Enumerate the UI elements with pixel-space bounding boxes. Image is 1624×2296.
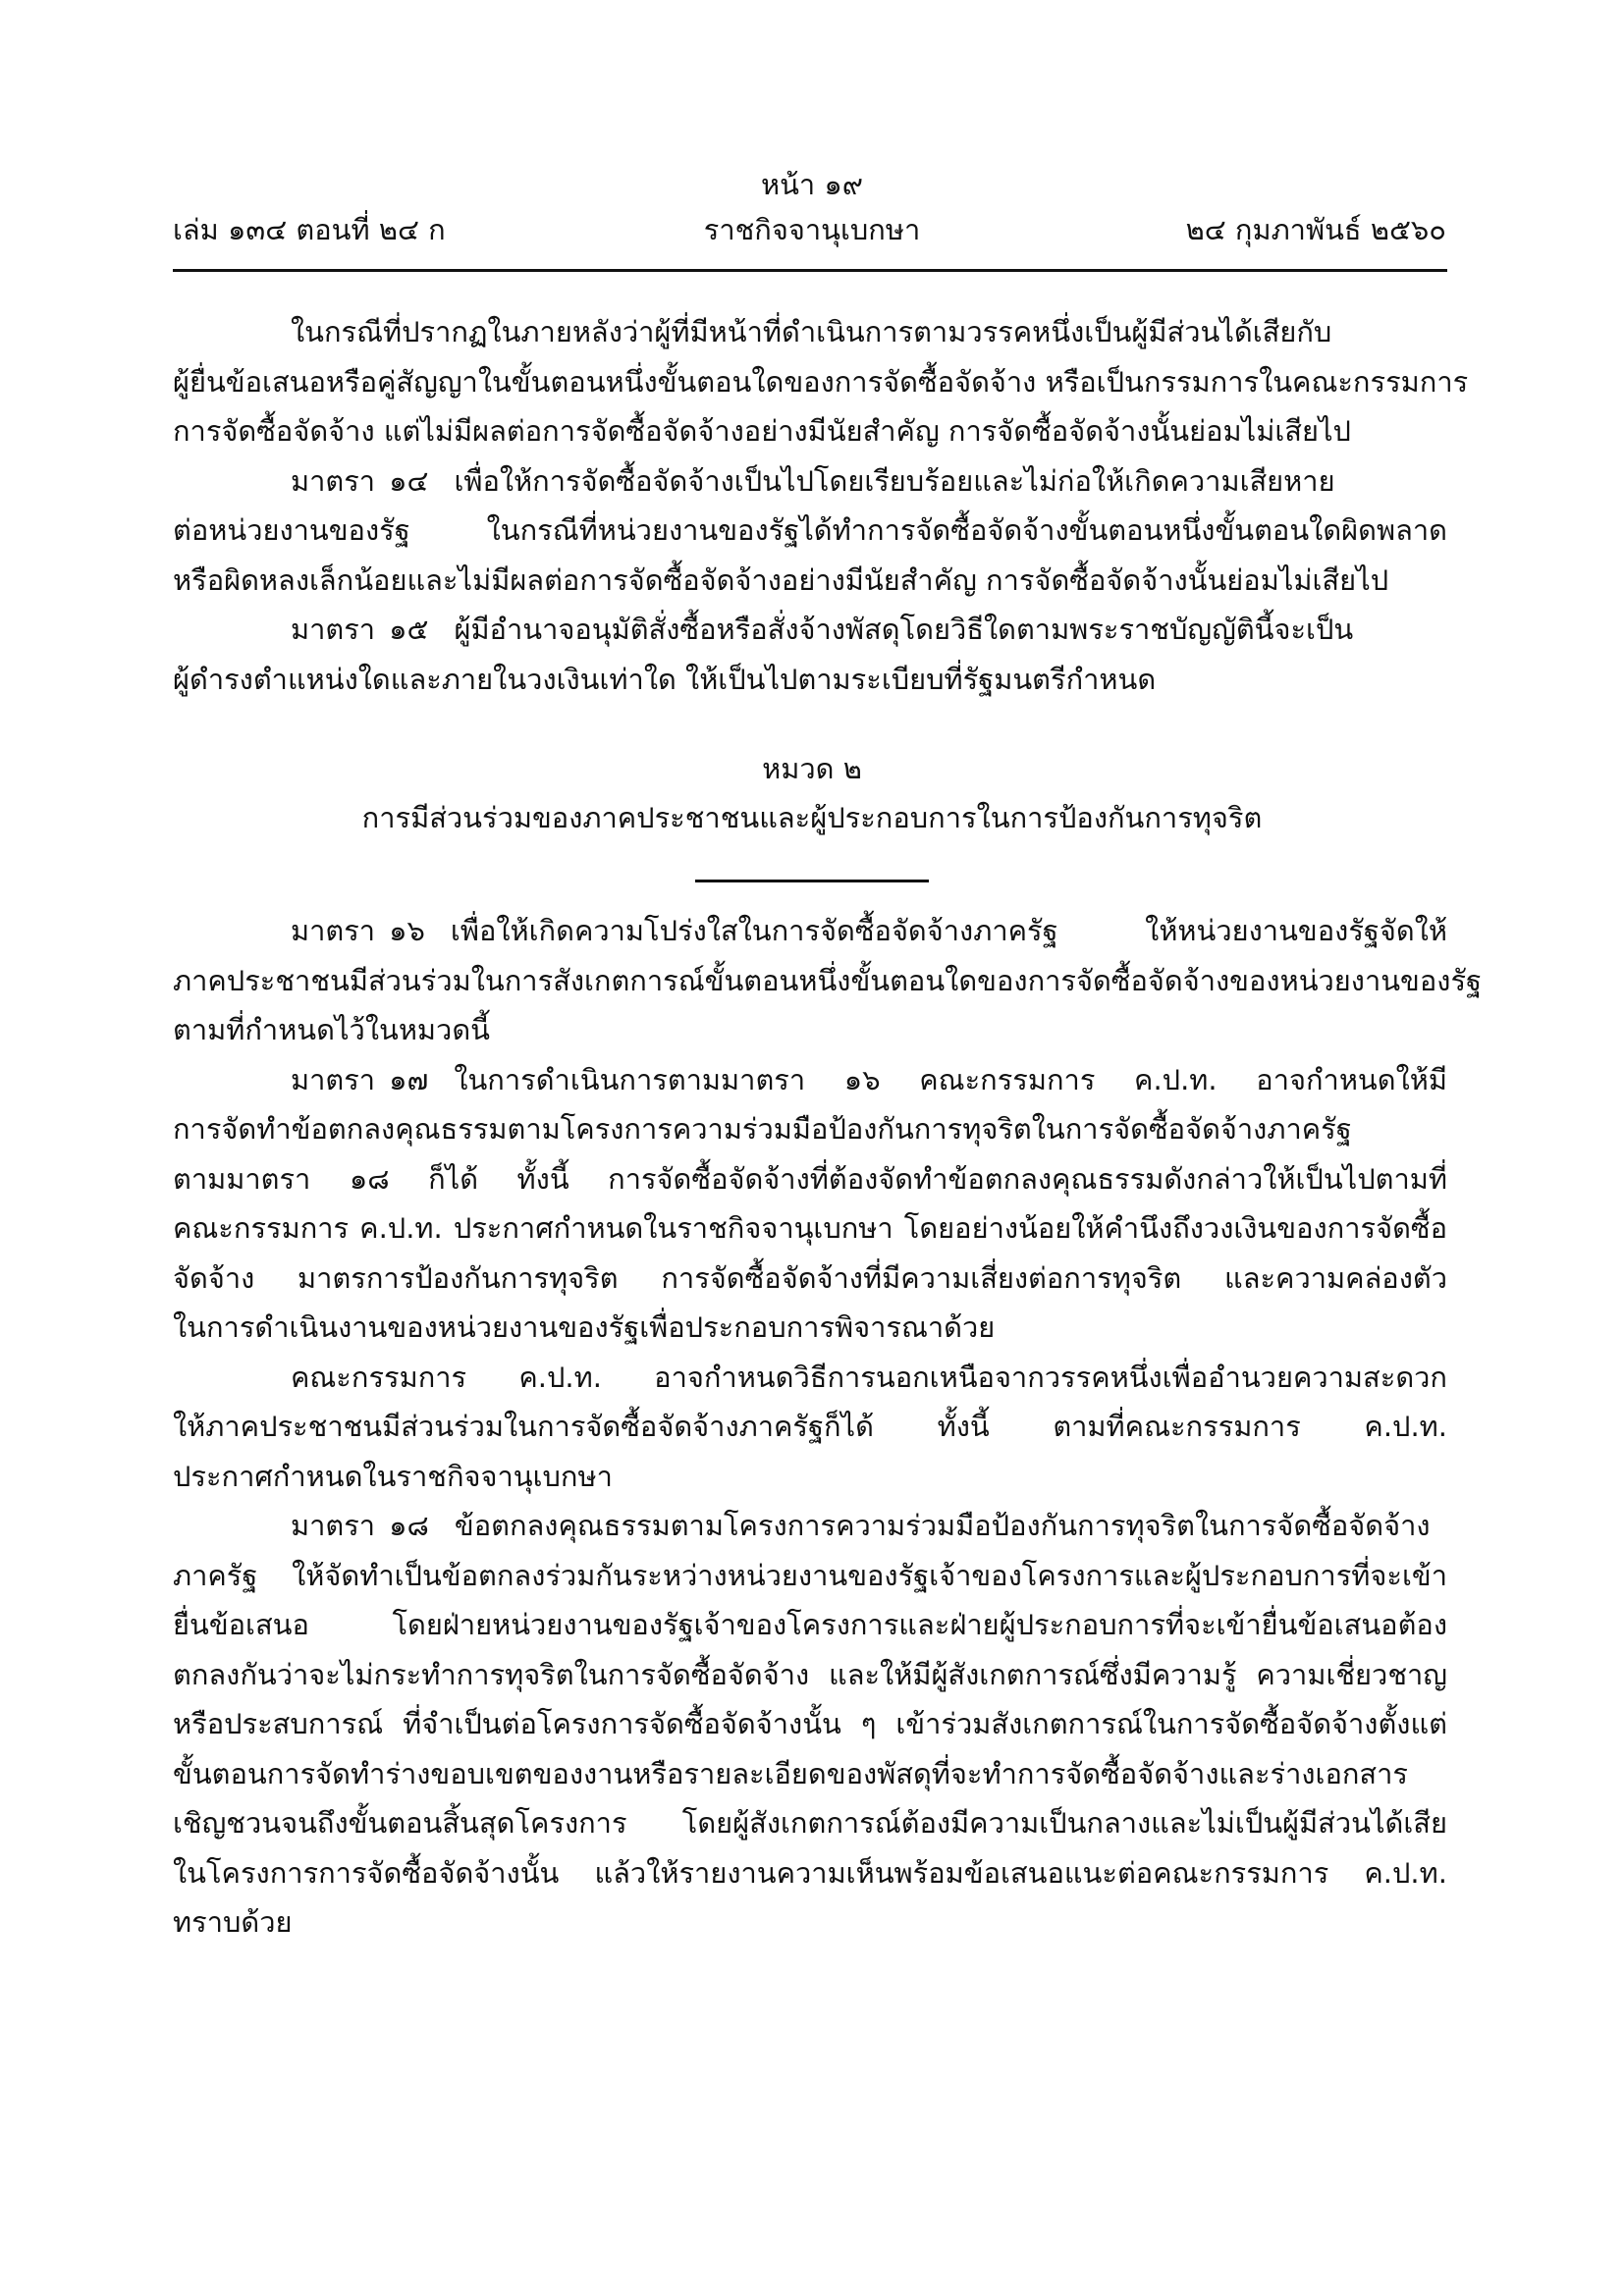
- body-text-bottom: [173, 908, 1483, 1949]
- chapter-label: หมวด ๒: [762, 752, 862, 785]
- line-text: ยื่นข้อเสนอ โดยฝ่ายหน่วยงานของรัฐเจ้าของโครงการและฝ่ายผู้ประกอบการที่จะเข้ายื่นข้อเสนอต้อง: [173, 1608, 1447, 1641]
- text-line: [173, 359, 1469, 409]
- line-text: ภาคประชาชนมีส่วนร่วมในการสังเกตการณ์ขั้นตอนหนึ่งขั้นตอนใดของการจัดซื้อจัดจ้างของหน่วยงานของรัฐ: [173, 963, 1483, 997]
- line-text: การจัดทำข้อตกลงคุณธรรมตามโครงการความร่วมมือป้องกันการทุจริตในการจัดซื้อจัดจ้างภาครัฐ: [173, 1112, 1352, 1146]
- text-line: [173, 1553, 1447, 1603]
- text-line: [173, 1850, 1447, 1900]
- text-line: [173, 1602, 1447, 1652]
- text-line: [173, 1751, 1447, 1801]
- line-text: ให้ภาคประชาชนมีส่วนร่วมในการจัดซื้อจัดจ้างภาครัฐก็ได้ ทั้งนี้ ตามที่คณะกรรมการ ค.ป.ท.: [173, 1410, 1447, 1443]
- section-label: มาตรา: [291, 1509, 376, 1542]
- paragraph: [173, 309, 1469, 458]
- section-paragraph: [173, 908, 1483, 1057]
- line-text: ในโครงการการจัดซื้อจัดจ้างนั้น แล้วให้รายงานความเห็นพร้อมข้อเสนอแนะต่อคณะกรรมการ ค.ป.ท.: [173, 1855, 1447, 1890]
- text-line: [173, 1454, 1447, 1504]
- chapter-divider: [695, 880, 929, 882]
- text-line: [173, 1800, 1447, 1850]
- volume-issue: เล่ม ๑๓๔ ตอนที่ ๒๔ ก: [173, 213, 446, 246]
- line-text: จัดจ้าง มาตรการป้องกันการทุจริต การจัดซื้อจัดจ้างที่มีความเสี่ยงต่อการทุจริต และความคล่องตัว: [173, 1260, 1447, 1295]
- line-text: ในการดำเนินการตามมาตรา ๑๖ คณะกรรมการ ค.ป.ท. อาจกำหนดให้มี: [454, 1062, 1447, 1096]
- body-text-top: [173, 309, 1469, 706]
- text-line: [173, 458, 1447, 508]
- page-number: หน้า ๑๙: [760, 168, 864, 201]
- line-text: ตกลงกันว่าจะไม่กระทำการทุจริตในการจัดซื้อจัดจ้าง และให้มีผู้สังเกตการณ์ซึ่งมีความรู้ ความเชี่ยวชาญ: [173, 1657, 1447, 1691]
- text-line: [173, 1205, 1447, 1255]
- text-line: [173, 1899, 1447, 1949]
- text-line: [173, 309, 1447, 359]
- text-line: [173, 1305, 1447, 1355]
- text-line: [173, 408, 1447, 458]
- line-text: ผู้มีอำนาจอนุมัติสั่งซื้อหรือสั่งจ้างพัสดุโดยวิธีใดตามพระราชบัญญัตินี้จะเป็น: [454, 613, 1354, 646]
- line-text: ภาครัฐ ให้จัดทำเป็นข้อตกลงร่วมกันระหว่างหน่วยงานของรัฐเจ้าของโครงการและผู้ประกอบการที่จะเข้า: [173, 1558, 1447, 1592]
- section-number: ๑๔: [389, 463, 429, 498]
- line-text: หรือประสบการณ์ ที่จำเป็นต่อโครงการจัดซื้อจัดจ้างนั้น ๆ เข้าร่วมสังเกตการณ์ในการจัดซื้อจัดจ้างตั้งแต่: [173, 1707, 1447, 1740]
- text-line: [173, 657, 1447, 707]
- line-text: ผู้ยื่นข้อเสนอหรือคู่สัญญาในขั้นตอนหนึ่งขั้นตอนใดของการจัดซื้อจัดจ้าง หรือเป็นกรรมการในคณะกรรมการ: [173, 364, 1469, 399]
- publication-date: ๒๔ กุมภาพันธ์ ๒๕๖๐: [1185, 213, 1446, 246]
- section-number: ๑๖: [389, 914, 425, 947]
- section-paragraph: [173, 458, 1447, 608]
- line-text: ตามที่กำหนดไว้ในหมวดนี้: [173, 1013, 490, 1046]
- line-text: ในการดำเนินงานของหน่วยงานของรัฐเพื่อประกอบการพิจารณาด้วย: [173, 1310, 996, 1344]
- section-paragraph: [173, 607, 1447, 706]
- line-text: เชิญชวนจนถึงขั้นตอนสิ้นสุดโครงการ โดยผู้สังเกตการณ์ต้องมีความเป็นกลางและไม่เป็นผู้มีส่วนได้เสีย: [173, 1806, 1447, 1840]
- line-text: ข้อตกลงคุณธรรมตามโครงการความร่วมมือป้องกันการทุจริตในการจัดซื้อจัดจ้าง: [454, 1509, 1431, 1542]
- text-line: [173, 1404, 1447, 1454]
- section-number: ๑๗: [389, 1062, 429, 1096]
- section-label: มาตรา: [291, 914, 376, 947]
- text-line: [173, 1106, 1447, 1156]
- text-line: [173, 1007, 1447, 1057]
- text-line: [173, 1652, 1447, 1702]
- header-divider: [173, 269, 1447, 272]
- publication-name: ราชกิจจานุเบกษา: [703, 213, 921, 246]
- line-text: เพื่อให้การจัดซื้อจัดจ้างเป็นไปโดยเรียบร้อยและไม่ก่อให้เกิดความเสียหาย: [454, 463, 1335, 498]
- line-text: ในกรณีที่ปรากฏในภายหลังว่าผู้ที่มีหน้าที่ดำเนินการตามวรรคหนึ่งเป็นผู้มีส่วนได้เสียกับ: [291, 315, 1332, 348]
- line-text: ขั้นตอนการจัดทำร่างขอบเขตของงานหรือรายละเอียดของพัสดุที่จะทำการจัดซื้อจัดจ้างและร่างเอกสาร: [173, 1756, 1408, 1790]
- text-line: [173, 1355, 1447, 1405]
- text-line: [173, 507, 1447, 558]
- text-line: [173, 1057, 1447, 1107]
- text-line: [173, 1255, 1447, 1306]
- chapter-title: การมีส่วนร่วมของภาคประชาชนและผู้ประกอบการในการป้องกันการทุจริต: [361, 801, 1263, 834]
- text-line: [173, 558, 1447, 608]
- line-text: ผู้ดำรงตำแหน่งใดและภายในวงเงินเท่าใด ให้เป็นไปตามระเบียบที่รัฐมนตรีกำหนด: [173, 662, 1157, 696]
- section-number: ๑๘: [389, 1509, 429, 1542]
- section-paragraph: [173, 1057, 1447, 1355]
- line-text: ทราบด้วย: [173, 1905, 293, 1939]
- section-paragraph: [173, 1503, 1447, 1949]
- section-label: มาตรา: [291, 613, 376, 646]
- text-line: [173, 1701, 1447, 1751]
- text-line: [173, 1156, 1447, 1206]
- text-line: [173, 908, 1447, 958]
- section-label: มาตรา: [291, 1062, 376, 1096]
- text-line: [173, 607, 1447, 657]
- section-label: มาตรา: [291, 463, 376, 498]
- line-text: ตามมาตรา ๑๘ ก็ได้ ทั้งนี้ การจัดซื้อจัดจ้างที่ต้องจัดทำข้อตกลงคุณธรรมดังกล่าวให้เป็นไปตามที่: [173, 1161, 1447, 1196]
- line-text: เพื่อให้เกิดความโปร่งใสในการจัดซื้อจัดจ้างภาครัฐ ให้หน่วยงานของรัฐจัดให้: [450, 914, 1447, 947]
- line-text: คณะกรรมการ ค.ป.ท. อาจกำหนดวิธีการนอกเหนือจากวรรคหนึ่งเพื่ออำนวยความสะดวก: [291, 1360, 1447, 1394]
- line-text: หรือผิดหลงเล็กน้อยและไม่มีผลต่อการจัดซื้อจัดจ้างอย่างมีนัยสำคัญ การจัดซื้อจัดจ้างนั้นย่อมไม่เสียไป: [173, 562, 1389, 597]
- line-text: การจัดซื้อจัดจ้าง แต่ไม่มีผลต่อการจัดซื้อจัดจ้างอย่างมีนัยสำคัญ การจัดซื้อจัดจ้างนั้นย่อมไม่เสียไป: [173, 414, 1351, 448]
- line-text: ประกาศกำหนดในราชกิจจานุเบกษา: [173, 1459, 613, 1493]
- text-line: [173, 958, 1483, 1008]
- paragraph: [173, 1355, 1447, 1504]
- text-line: [173, 1503, 1447, 1553]
- line-text: คณะกรรมการ ค.ป.ท. ประกาศกำหนดในราชกิจจานุเบกษา โดยอย่างน้อยให้คำนึงถึงวงเงินของการจัดซื้อ: [173, 1211, 1447, 1245]
- section-number: ๑๕: [389, 613, 429, 646]
- line-text: ต่อหน่วยงานของรัฐ ในกรณีที่หน่วยงานของรัฐได้ทำการจัดซื้อจัดจ้างขั้นตอนหนึ่งขั้นตอนใดผิดพลาด: [173, 513, 1447, 547]
